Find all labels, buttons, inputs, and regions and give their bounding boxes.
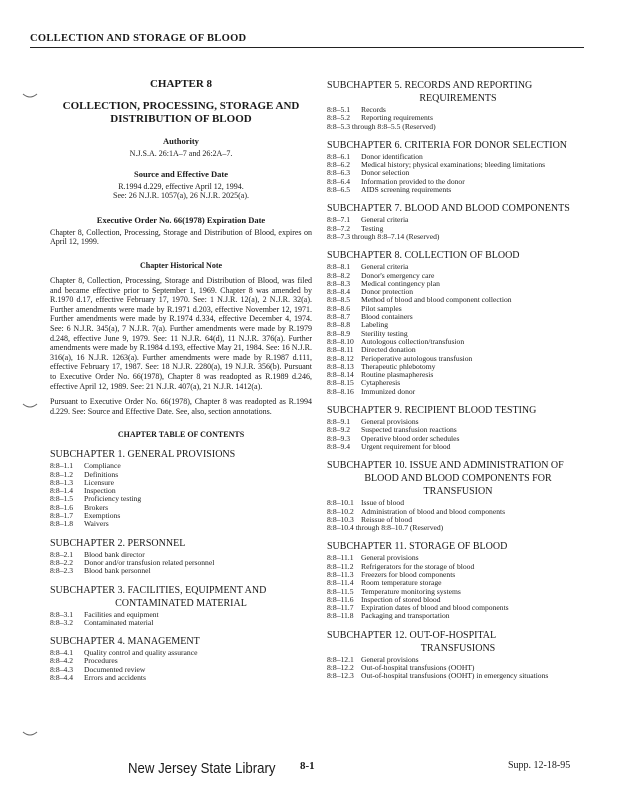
section-number: 8:8–12.2: [327, 663, 354, 673]
section-number: 8:8–8.16: [327, 386, 354, 396]
section-title: Issue of blood: [361, 498, 405, 508]
toc-entry: [327, 123, 589, 131]
section-title: Brokers: [84, 502, 109, 512]
subchapter-title: CONTAMINATED MATERIAL: [115, 597, 247, 609]
section-number: 8:8–5.2: [327, 113, 350, 123]
section-title: Urgent requirement for blood: [361, 441, 451, 451]
section-title: Packaging and transportation: [361, 611, 450, 621]
section-number: 8:8–6.3: [327, 168, 350, 178]
section-number: 8:8–10.2: [327, 506, 354, 516]
subchapter-title: TRANSFUSION: [423, 486, 493, 498]
section-title: Donor identification: [361, 151, 423, 161]
subchapter-title: TRANSFUSIONS: [420, 642, 496, 654]
subchapter: [50, 449, 312, 528]
section-title: Pilot samples: [361, 303, 402, 313]
section-title: 8:8–10.4 through 8:8–10.7 (Reserved): [327, 523, 444, 533]
chapter-number: CHAPTER 8: [149, 78, 213, 90]
section-number: 8:8–7.2: [327, 223, 350, 233]
section-title: Expiration dates of blood and blood components: [361, 603, 509, 613]
subchapter: [50, 538, 312, 576]
section-title: Out-of-hospital transfusions (OOHT): [361, 663, 475, 673]
left-column: [50, 78, 312, 691]
library-stamp: New Jersey State Library: [128, 760, 276, 777]
exec-order-heading: Executive Order No. 66(1978) Expiration Date: [96, 214, 266, 225]
section-title: Autologous collection/transfusion: [361, 336, 465, 346]
section-number: 8:8–6.4: [327, 176, 350, 186]
section-title: Definitions: [84, 469, 119, 479]
section-title: Information provided to the donor: [361, 176, 465, 186]
section-number: 8:8–8.11: [327, 345, 354, 355]
toc-entry: [327, 233, 589, 241]
section-title: Blood bank personnel: [84, 566, 151, 576]
section-title: Procedures: [84, 656, 118, 666]
section-title: Quality control and quality assurance: [84, 648, 198, 658]
section-number: 8:8–5.1: [327, 105, 350, 114]
subchapter: [50, 585, 312, 628]
section-number: 8:8–2.2: [50, 557, 73, 567]
subchapter: [327, 250, 589, 396]
section-number: 8:8–4.4: [50, 673, 73, 683]
subchapter: [327, 80, 589, 131]
authority-text: N.J.S.A. 26:1A–7 and 26:2A–7.: [129, 149, 233, 158]
section-number: 8:8–8.10: [327, 336, 354, 346]
header-rule: [30, 47, 584, 48]
subchapter: [327, 630, 589, 681]
subchapter-title: SUBCHAPTER 3. FACILITIES, EQUIPMENT AND: [50, 584, 267, 596]
section-number: 8:8–10.3: [327, 514, 354, 524]
section-number: 8:8–11.1: [327, 553, 354, 563]
section-number: 8:8–1.5: [50, 494, 73, 504]
section-number: 8:8–12.3: [327, 671, 354, 681]
section-number: 8:8–11.5: [327, 586, 354, 596]
section-title: General provisions: [361, 417, 419, 427]
subchapter-title: SUBCHAPTER 1. GENERAL PROVISIONS: [50, 449, 236, 461]
section-title: Testing: [361, 223, 384, 233]
section-title: Donor's emergency care: [361, 270, 435, 280]
section-number: 8:8–3.1: [50, 609, 73, 619]
section-title: Freezers for blood components: [361, 569, 456, 579]
subchapter-title: SUBCHAPTER 4. MANAGEMENT: [50, 636, 200, 648]
section-title: Routine plasmapheresis: [361, 370, 434, 380]
section-title: Suspected transfusion reactions: [361, 425, 457, 435]
exec-order-text: Chapter 8, Collection, Processing, Storage and Distribution of Blood, expires on April 12, 1999.: [50, 227, 312, 247]
section-title: 8:8–5.3 through 8:8–5.5 (Reserved): [327, 121, 436, 131]
section-number: 8:8–4.2: [50, 656, 73, 666]
section-title: Temperature monitoring systems: [361, 586, 461, 596]
section-title: Compliance: [84, 461, 121, 471]
running-head: COLLECTION AND STORAGE OF BLOOD: [30, 33, 247, 44]
section-number: 8:8–8.4: [327, 287, 350, 297]
section-number: 8:8–6.5: [327, 185, 350, 195]
source-line: R.1994 d.229, effective April 12, 1994.: [118, 181, 244, 191]
section-number: 8:8–9.1: [327, 417, 350, 427]
section-title: Reissue of blood: [361, 514, 413, 524]
section-title: Cytapheresis: [361, 378, 401, 388]
section-number: 8:8–9.3: [327, 433, 350, 443]
subchapter: [327, 140, 589, 194]
subchapter-title: SUBCHAPTER 11. STORAGE OF BLOOD: [327, 541, 508, 553]
toc-entry: [50, 619, 312, 627]
toc-entry: [327, 443, 589, 451]
section-title: Facilities and equipment: [84, 609, 159, 619]
section-number: 8:8–6.1: [327, 151, 350, 161]
subchapter-title: SUBCHAPTER 12. OUT-OF-HOSPITAL: [327, 629, 497, 641]
subchapter-title: SUBCHAPTER 2. PERSONNEL: [50, 537, 186, 549]
section-number: 8:8–9.4: [327, 441, 350, 451]
subchapter-title: SUBCHAPTER 8. COLLECTION OF BLOOD: [327, 250, 520, 262]
toc-entry: [50, 520, 312, 528]
section-title: Refrigerators for the storage of blood: [361, 561, 475, 571]
section-title: 8:8–7.3 through 8:8–7.14 (Reserved): [327, 231, 440, 241]
section-number: 8:8–8.8: [327, 320, 350, 330]
section-title: Inspection: [84, 486, 116, 496]
section-number: 8:8–11.6: [327, 594, 354, 604]
section-title: Room temperature storage: [361, 578, 442, 588]
section-title: Donor selection: [361, 168, 410, 178]
section-number: 8:8–1.8: [50, 519, 73, 529]
subchapter-title: SUBCHAPTER 7. BLOOD AND BLOOD COMPONENTS: [327, 203, 570, 215]
section-title: General provisions: [361, 654, 419, 664]
section-number: 8:8–6.2: [327, 160, 350, 170]
supplement-date: Supp. 12-18-95: [508, 760, 571, 771]
section-title: Operative blood order schedules: [361, 433, 460, 443]
section-number: 8:8–4.1: [50, 648, 73, 658]
section-number: 8:8–11.8: [327, 611, 354, 621]
subchapter: [327, 405, 589, 451]
subchapter-title: SUBCHAPTER 9. RECIPIENT BLOOD TESTING: [327, 405, 537, 417]
section-number: 8:8–10.1: [327, 498, 354, 508]
section-number: 8:8–8.6: [327, 303, 350, 313]
section-title: General criteria: [361, 262, 409, 272]
history-text: Chapter 8, Collection, Processing, Storage and Distribution of Blood, was filed and became effective prior to September 1, 1969. Chapter 8 was amended by R.1970 d.17, effective February 17, 1970. See: 1 N.J.R. 12(a), 2 N.J.R. 32(a). Further amendments were made by R.1971 d.203, effective November 12, 1971. Further amendments were made by R.1974 d.334, effective December 4, 1974. See: 6 N.J.R. 345(a), 7 N.J.R. 7(a). Further amendments were made by R.1979 d.248, effective June 9, 1979. See: 11 N.J.R. 64(d), 11 N.J.R. 376(a). Further amendments were made by R.1984 d.193, effective May 21, 1984. See: 16 N.J.R. 316(a), 16 N.J.R. 1263(a). Further amendments were made by R.1987 d.111, effective February 17, 1987. See: 18 N.J.R. 2280(a), 19 N.J.R. 356(b). Pursuant to Executive Order No. 66(1978), Chapter 8 was readopted as R.1989 d.246, effective April 12, 1989. See: 21 N.J.R. 407(a), 21 N.J.R. 1412(a).: [50, 275, 312, 391]
section-title: Sterility testing: [361, 328, 408, 338]
section-number: 8:8–8.7: [327, 312, 350, 322]
section-number: 8:8–8.1: [327, 262, 350, 272]
section-number: 8:8–7.1: [327, 215, 350, 225]
section-number: 8:8–1.4: [50, 486, 73, 496]
section-title: Directed donation: [361, 345, 416, 355]
section-number: 8:8–8.15: [327, 378, 354, 388]
source-line: See: 26 N.J.R. 1057(a), 26 N.J.R. 2025(a).: [113, 191, 249, 201]
margin-mark: [22, 730, 38, 738]
subchapter: [50, 636, 312, 682]
left-toc: [50, 449, 312, 682]
section-number: 8:8–8.2: [327, 270, 350, 280]
toc-entry: [327, 612, 589, 620]
section-number: 8:8–2.3: [50, 566, 73, 576]
section-number: 8:8–1.3: [50, 477, 73, 487]
subchapter: [327, 541, 589, 620]
right-toc: [327, 80, 589, 681]
section-number: 8:8–11.4: [327, 578, 354, 588]
margin-mark: [22, 92, 38, 100]
section-title: Therapeutic phlebotomy: [361, 361, 436, 371]
section-title: Donor and/or transfusion related personnel: [84, 557, 215, 567]
section-number: 8:8–8.12: [327, 353, 354, 363]
section-number: 8:8–3.2: [50, 617, 73, 627]
section-title: General provisions: [361, 553, 419, 563]
section-title: Reporting requirements: [361, 113, 433, 123]
section-title: Documented review: [84, 664, 146, 674]
authority-heading: Authority: [163, 136, 199, 146]
page-number: 8-1: [300, 760, 315, 772]
toc-entry: [50, 674, 312, 682]
section-title: Waivers: [84, 519, 109, 529]
section-title: Contaminated material: [84, 617, 154, 627]
section-title: Inspection of stored blood: [361, 594, 441, 604]
section-title: Labeling: [361, 320, 388, 330]
section-number: 8:8–11.7: [327, 603, 354, 613]
section-title: Records: [361, 105, 386, 114]
section-title: Proficiency testing: [84, 494, 142, 504]
toc-entry: [50, 567, 312, 575]
section-number: 8:8–8.14: [327, 370, 354, 380]
section-title: Blood bank director: [84, 549, 145, 559]
section-number: 8:8–8.5: [327, 295, 350, 305]
section-title: Blood containers: [361, 312, 413, 322]
toc-entry: [327, 388, 589, 396]
section-title: Out-of-hospital transfusions (OOHT) in emergency situations: [361, 671, 549, 681]
section-number: 8:8–9.2: [327, 425, 350, 435]
subchapter-title: BLOOD AND BLOOD COMPONENTS FOR: [364, 473, 552, 485]
section-number: 8:8–1.6: [50, 502, 73, 512]
chapter-title: COLLECTION, PROCESSING, STORAGE AND DISTRIBUTION OF BLOOD: [62, 100, 300, 125]
section-number: 8:8–1.2: [50, 469, 73, 479]
section-title: Licensure: [84, 477, 114, 487]
toc-entry: [327, 672, 589, 680]
subchapter: [327, 460, 589, 532]
right-column: [327, 80, 589, 690]
section-number: 8:8–11.3: [327, 569, 354, 579]
section-number: 8:8–8.9: [327, 328, 350, 338]
toc-entry: [327, 524, 589, 532]
subchapter-title: SUBCHAPTER 10. ISSUE AND ADMINISTRATION OF: [327, 460, 564, 472]
section-number: 8:8–12.1: [327, 654, 354, 664]
section-title: Errors and accidents: [84, 673, 146, 683]
subchapter-title: SUBCHAPTER 5. RECORDS AND REPORTING: [327, 80, 533, 91]
section-number: 8:8–8.13: [327, 361, 354, 371]
section-title: Administration of blood and blood components: [361, 506, 506, 516]
subchapter-title: REQUIREMENTS: [419, 93, 497, 104]
section-title: Exemptions: [84, 511, 121, 521]
section-number: 8:8–1.1: [50, 461, 73, 471]
section-title: Immunized donor: [361, 386, 416, 396]
section-number: 8:8–8.3: [327, 278, 350, 288]
history-text-readopt: Pursuant to Executive Order No. 66(1978), Chapter 8 was readopted as R.1994 d.229. See: Source and Effective Date. See, also, section annotations.: [50, 397, 312, 416]
subchapter-title: SUBCHAPTER 6. CRITERIA FOR DONOR SELECTION: [327, 139, 568, 151]
section-title: Perioperative autologous transfusion: [361, 353, 473, 363]
toc-entry: [327, 186, 589, 194]
section-number: 8:8–2.1: [50, 549, 73, 559]
section-title: Medical history; physical examinations; bleeding limitations: [361, 160, 546, 170]
source-heading: Source and Effective Date: [133, 168, 229, 179]
section-title: AIDS screening requirements: [361, 185, 452, 195]
history-heading: Chapter Historical Note: [139, 260, 223, 270]
section-title: Method of blood and blood component collection: [361, 295, 512, 305]
section-number: 8:8–11.2: [327, 561, 354, 571]
section-title: Medical contingency plan: [361, 278, 440, 288]
section-number: 8:8–4.3: [50, 664, 73, 674]
section-title: General criteria: [361, 215, 409, 225]
subchapter: [327, 203, 589, 241]
section-title: Donor protection: [361, 287, 414, 297]
margin-mark: [22, 402, 38, 410]
section-number: 8:8–1.7: [50, 511, 73, 521]
toc-heading: CHAPTER TABLE OF CONTENTS: [117, 430, 245, 440]
